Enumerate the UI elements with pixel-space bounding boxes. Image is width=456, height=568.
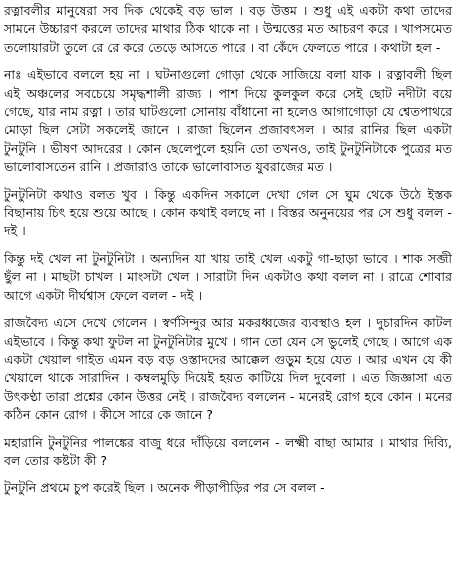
paragraph-5: রাজবৈদ্য এসে দেখে গেলেন । স্বর্ণসিন্দুর আর মকরধ্বজের ব্যবস্থাও হল । দুচারদিন কাটল এইভাবে । কিন্তু কথা ফুটল না টুনটুনিটার মুখে । গান তো যেন সে ভুলেই গেছে । আগে এক একটা খেয়াল গাইত এমন বড় বড় ওস্তাদদের আক্কেল গুড়ুম হয়ে যেত । আর এখন যে কী খেয়ালে থাকে সারাদিন । কম্বলমুড়ি দিয়েই হয়ত কাটিয়ে দিল দুবেলা । এত জিজ্ঞাসা এত উৎকণ্ঠা তারা প্রশ্নের কোন উত্তর নেই । রাজবৈদ্য বললেন - মনেরই রোগ হবে কোন । মনের কঠিন কোন রোগ । কীসে সারে কে জানে ? — [4, 315, 452, 423]
paragraph-7: টুনটুনি প্রথমে চুপ করেই ছিল । অনেক পীড়াপীড়ির পর সে বলল - — [4, 480, 325, 496]
paragraph-2: নাঃ এইভাবে বললে হয় না । ঘটনাগুলো গোড়া থেকে সাজিয়ে বলা যাক । রত্নাবলী ছিল এই অঞ্চলের সবচেয়ে সমৃদ্ধশালী রাজ্য । পাশ দিয়ে কুলকুল করে সেই ছোট নদীটা বয়ে গেছে, যার নাম রত্না । তার ঘাটগুলো সোনায় বাঁধানো না হলেও আগাগোড়া যে শ্বেতপাথরে মোড়া ছিল সেটা সকলেই জানে । রাজা ছিলেন প্রজাবৎসল । আর রানির ছিল একটা টুনটুনি । ভীষণ আদরের । কোন ছেলেপুলে হয়নি তো তখনও, তাই টুনটুনিটাকে পুত্রের মত ভালোবাসতেন রানি । প্রজারাও তাকে ভালোবাসত যুবরাজের মত । — [4, 67, 452, 175]
paragraph-4: কিন্তু দই খেল না টুনটুনিটা । অন্যদিন যা খায় তাই খেল একটু গা-ছাড়া ভাবে । শাক সব্জী ছুঁল না । মাছটা চাখল । মাংসটা খেল । সারাটা দিন একটাও কথা বলল না । রাত্রে শোবার আগে একটা দীর্ঘশ্বাস ফেলে বলল - দই । — [4, 250, 452, 303]
paragraph-3: টুনটুনিটা কথাও বলত খুব । কিন্তু একদিন সকালে দেখা গেল সে ঘুম থেকে উঠে ইস্তক বিছানায় চিৎ হয়ে শুয়ে আছে । কোন কথাই বলছে না । বিস্তর অনুনয়ের পর সে শুধু বলল - দই । — [4, 186, 452, 239]
paragraph-6: মহারানি টুনটুনির পালঙ্কের বাজু ধরে দাঁড়িয়ে বললেন - লক্ষ্মী বাছা আমার । মাথার দিব্যি, বল তোর কষ্টটা কী ? — [4, 434, 452, 468]
paragraph-1: রত্নাবলীর মানুষেরা সব দিক থেকেই বড় ভাল । বড় উত্তম । শুধু এই একটা কথা তাদের সামনে উচ্চারণ করলে তাদের মাথার ঠিক থাকে না । উন্মত্তের মত আচরণ করে । খাপসমেত তলোয়ারটা তুলে রে রে করে তেড়ে আসতে পারে । বা কেঁদে ফেলতে পারে । কথাটা হল - — [4, 3, 452, 55]
